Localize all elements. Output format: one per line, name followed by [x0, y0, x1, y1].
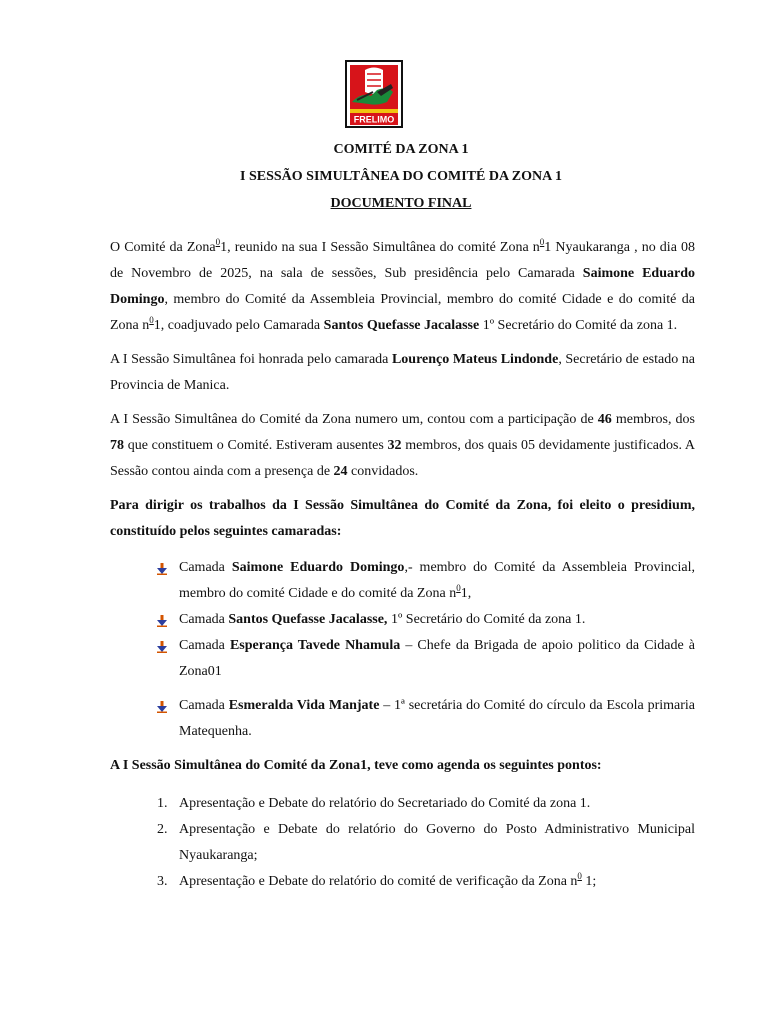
frelimo-logo [345, 60, 403, 128]
list-item: Camada Santos Quefasse Jacalasse, 1º Secretário do Comité da zona 1. [179, 607, 695, 633]
document-body [110, 235, 695, 895]
paragraph-honored-guest: A I Sessão Simultânea foi honrada pelo camarada Lourenço Mateus Lindonde, Secretário de estado na Provincia de Manica. [110, 352, 695, 393]
arrow-down-bullet-icon [157, 701, 167, 713]
paragraph-presidium-intro: Para dirigir os trabalhos da I Sessão Simultânea do Comité da Zona, foi eleito o presidium, constituído pelos seguintes camaradas: [110, 498, 695, 539]
document-title: DOCUMENTO FINAL [330, 196, 472, 211]
logo-text: FRELIMO [353, 114, 395, 125]
paragraph-opening: O Comité da Zona$^0$1, reunido na sua I Sessão Simultânea do comité Zona $n^01$ Nyaukaranga , no dia 08 de Novembro de 2025, na sala de sessões, Sub presidência pelo Camarada Saimone Eduardo Domingo, membro do Comité da Assembleia Provincial, membro do comité Cidade e do comité da Zona $n^01$, coadjuvado pelo Camarada Santos Quefasse Jacalasse 1º Secretário do Comité da zona 1. [110, 237, 696, 333]
paragraph-agenda-intro: A I Sessão Simultânea do Comité da Zona1, teve como agenda os seguintes pontos: [110, 758, 602, 773]
committee-title: COMITÉ DA ZONA 1 [333, 142, 469, 157]
agenda-list [110, 791, 695, 895]
list-item: Camada Esperança Tavede Nhamula – Chefe da Brigada de apoio politico da Cidade à Zona01 [179, 633, 695, 685]
list-item: 1. Apresentação e Debate do relatório do Secretariado do Comité da zona 1. [157, 796, 591, 811]
name-lourenco: Lourenço Mateus Lindonde [391, 352, 559, 367]
presidium-list [110, 555, 695, 745]
arrow-down-bullet-icon [157, 563, 167, 575]
paragraph-attendance: A I Sessão Simultânea do Comité da Zona numero um, contou com a participação de 46 membros, dos 78 que constituem o Comité. Estiveram ausentes 32 membros, dos quais 05 devidamente justificados. A Sessão contou ainda com a presença de 24 convidados. [110, 412, 696, 479]
list-item: 2. Apresentação e Debate do relatório do Governo do Posto Administrativo Municipal Nyaukaranga; [157, 822, 695, 863]
name-saimone: Saimone Eduardo Domingo [110, 266, 696, 307]
arrow-down-bullet-icon [157, 615, 167, 627]
name-santos: Santos Quefasse Jacalasse [323, 318, 480, 333]
arrow-down-bullet-icon [157, 641, 167, 653]
list-item: Camada Esmeralda Vida Manjate – 1ª secretária do Comité do círculo da Escola primaria Matequenha. [179, 693, 695, 745]
list-item: Camada Saimone Eduardo Domingo,- membro do Comité da Assembleia Provincial, membro do comité Cidade e do comité da Zona $n^01$, [179, 555, 695, 607]
list-item: 3. Apresentação e Debate do relatório do comité de verificação da Zona $n^0$ 1; [157, 871, 597, 889]
session-title: I SESSÃO SIMULTÂNEA DO COMITÉ DA ZONA 1 [240, 169, 562, 184]
